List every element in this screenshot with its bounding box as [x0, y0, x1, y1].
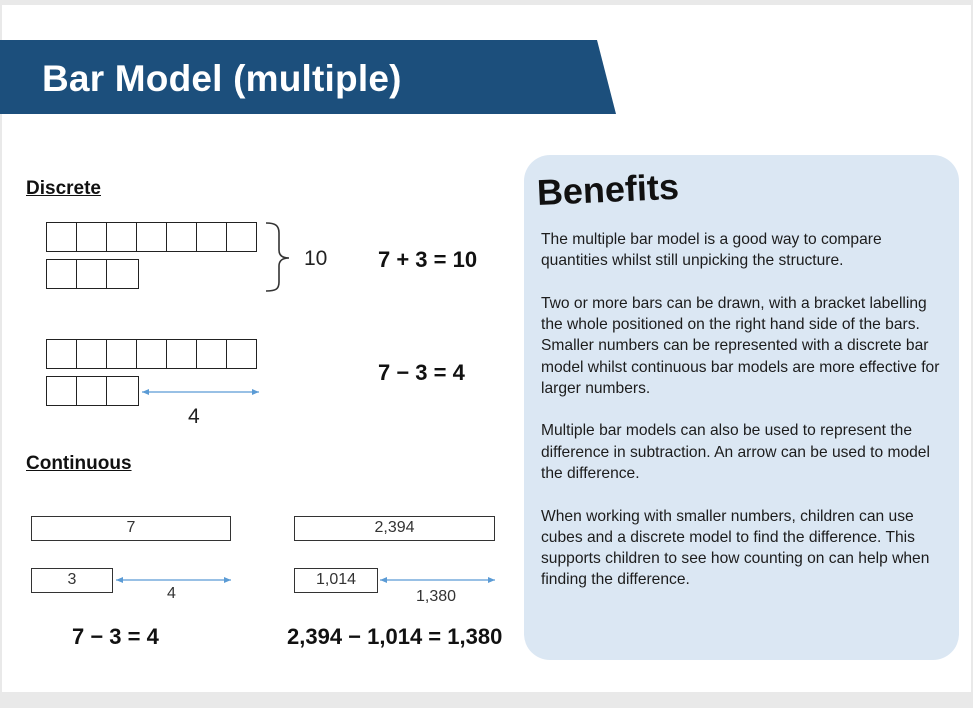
equation-continuous-large: 2,394 − 1,014 = 1,380	[287, 624, 503, 649]
benefits-paragraph: When working with smaller numbers, children can use cubes and a discrete model to find the difference. This supports children to see how counting on can help when finding the difference.	[541, 507, 930, 589]
difference-label: 1,380	[416, 588, 457, 605]
continuous-heading: Continuous	[26, 453, 132, 474]
benefits-title: Benefits	[536, 165, 680, 213]
difference-label: 4	[167, 585, 176, 602]
difference-label: 4	[188, 405, 200, 428]
benefits-paragraph: Multiple bar models can also be used to represent the difference in subtraction. An arrow can be used to model the difference.	[541, 422, 930, 482]
equation-continuous-small: 7 − 3 = 4	[72, 624, 159, 649]
equation-addition: 7 + 3 = 10	[378, 247, 478, 272]
benefits-body	[541, 229, 946, 612]
continuous-bar-part: 1,014	[294, 568, 378, 593]
continuous-bar-whole: 2,394	[294, 516, 495, 541]
bracket-total-label: 10	[304, 247, 328, 270]
equation-subtraction: 7 − 3 = 4	[378, 360, 465, 385]
continuous-bar-part: 3	[31, 568, 113, 593]
discrete-heading: Discrete	[26, 178, 101, 199]
benefits-paragraph: Two or more bars can be drawn, with a bracket labelling the whole positioned on the right hand side of the bars. Smaller numbers can be represented with a discrete bar model whilst continuous bar models are more effective for larger numbers.	[541, 294, 940, 397]
page-title: Bar Model (multiple)	[42, 58, 402, 99]
benefits-paragraph: The multiple bar model is a good way to compare quantities whilst still unpicking the structure.	[541, 231, 882, 270]
continuous-bar-whole: 7	[31, 516, 231, 541]
curly-bracket-icon	[266, 223, 289, 291]
